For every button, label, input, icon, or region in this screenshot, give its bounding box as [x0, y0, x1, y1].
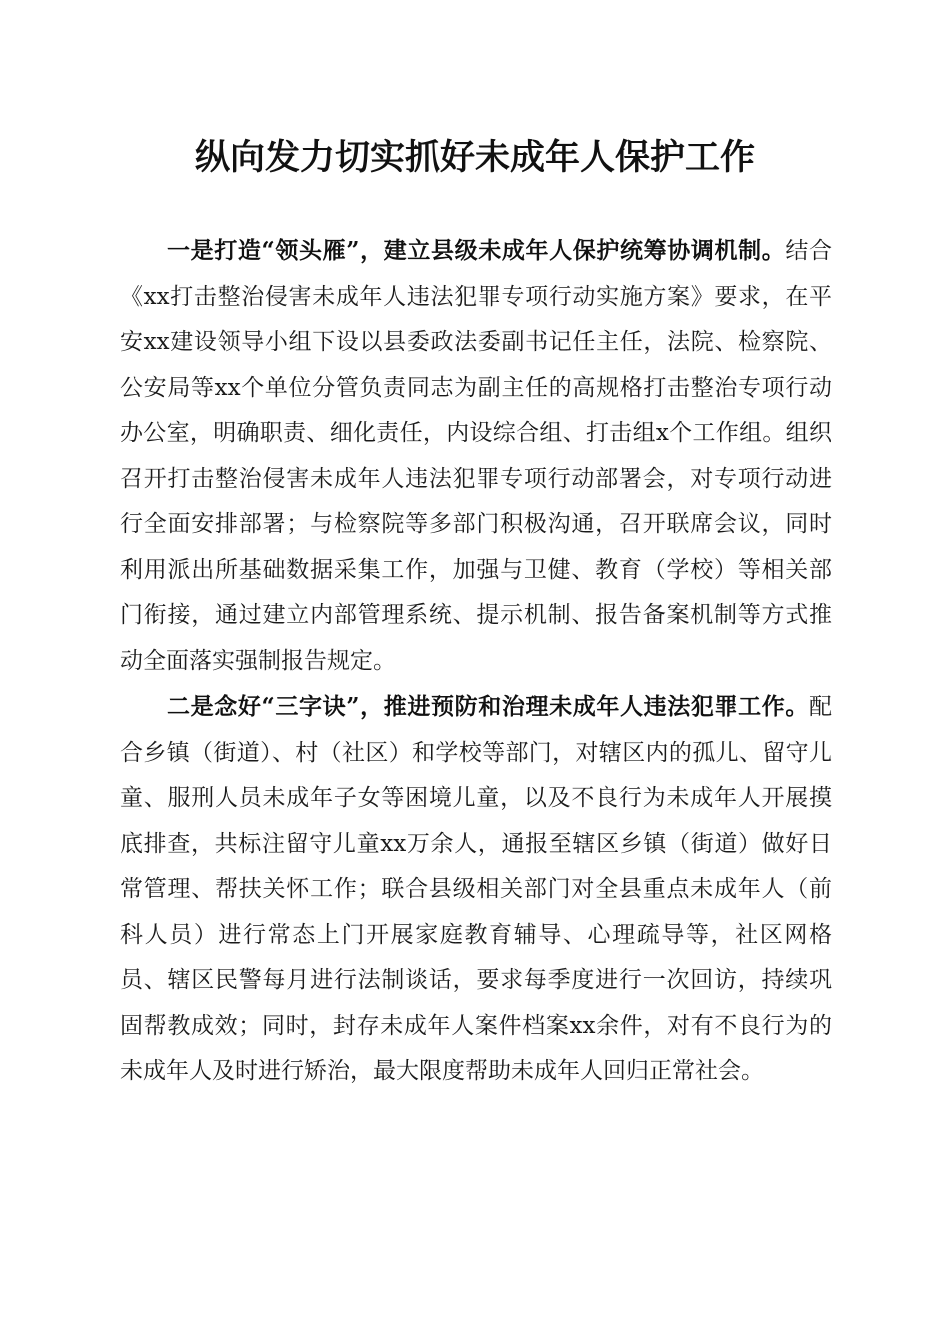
- document-body: [120, 228, 832, 1095]
- paragraph-1-text: 结合《xx打击整治侵害未成年人违法犯罪专项行动实施方案》要求，在平安xx建设领导小组下设以县委政法委副书记任主任，法院、检察院、公安局等xx个单位分管负责同志为副主任的高规格打击整治专项行动办公室，明确职责、细化责任，内设综合组、打击组x个工作组。组织召开打击整治侵害未成年人违法犯罪专项行动部署会，对专项行动进行全面安排部署；与检察院等多部门积极沟通，召开联席会议，同时利用派出所基础数据采集工作，加强与卫健、教育（学校）等相关部门衔接，通过建立内部管理系统、提示机制、报告备案机制等方式推动全面落实强制报告规定。: [120, 238, 833, 674]
- paragraph-2-text: 配合乡镇（街道）、村（社区）和学校等部门，对辖区内的孤儿、留守儿童、服刑人员未成年子女等困境儿童，以及不良行为未成年人开展摸底排查，共标注留守儿童xx万余人，通报至辖区乡镇（街道）做好日常管理、帮扶关怀工作；联合县级相关部门对全县重点未成年人（前科人员）进行常态上门开展家庭教育辅导、心理疏导等，社区网格员、辖区民警每月进行法制谈话，要求每季度进行一次回访，持续巩固帮教成效；同时，封存未成年人案件档案xx余件，对有不良行为的未成年人及时进行矫治，最大限度帮助未成年人回归正常社会。: [120, 694, 832, 1084]
- paragraph-1-lead: 一是打造“领头雁”，建立县级未成年人保护统筹协调机制。: [167, 237, 786, 264]
- document-title: 纵向发力切实抓好未成年人保护工作: [194, 137, 755, 178]
- paragraph-2: [120, 684, 832, 1095]
- paragraph-2-lead: 二是念好“三字诀”，推进预防和治理未成年人违法犯罪工作。: [167, 693, 809, 720]
- paragraph-1: [120, 228, 832, 684]
